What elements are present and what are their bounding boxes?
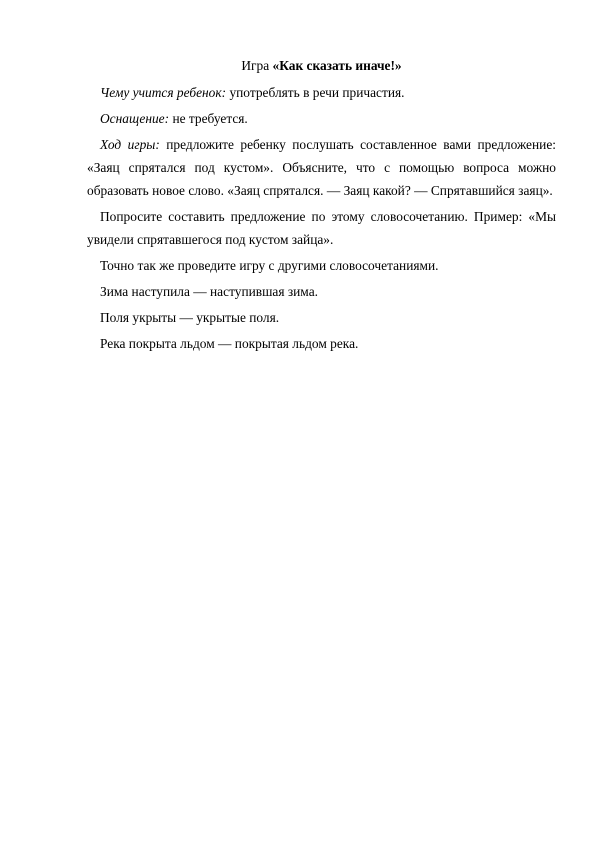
paragraph-example-river — [87, 332, 556, 355]
title-prefix: Игра — [241, 58, 273, 73]
paragraph-label: Чему учится ребенок: — [100, 85, 227, 100]
paragraph-example-fields — [87, 306, 556, 329]
paragraph-text: употреблять в речи причастия. — [226, 85, 405, 100]
document-title — [87, 54, 556, 78]
title-game-name: «Как сказать иначе!» — [272, 58, 402, 73]
paragraph-equipment — [87, 107, 556, 130]
document-body — [87, 54, 556, 355]
paragraph-game-procedure — [87, 133, 556, 202]
paragraph-text: Попросите составить предложение по этому словосочетанию. Пример: «Мы увидели спрятавшегося под кустом зайца». — [87, 209, 556, 247]
paragraph-text: Точно так же проведите игру с другими словосочетаниями. — [100, 258, 439, 273]
paragraph-text: Поля укрыты — укрытые поля. — [100, 310, 280, 325]
paragraph-text: не требуется. — [169, 111, 248, 126]
paragraph-example-winter — [87, 280, 556, 303]
paragraph-text: Река покрыта льдом — покрытая льдом река. — [100, 336, 359, 351]
paragraph-learning-goal — [87, 81, 556, 104]
paragraph-repeat-instruction — [87, 254, 556, 277]
paragraph-label: Оснащение: — [100, 111, 170, 126]
paragraph-label: Ход игры: — [100, 137, 160, 152]
paragraph-example-request — [87, 205, 556, 251]
paragraph-text: Зима наступила — наступившая зима. — [100, 284, 318, 299]
paragraph-text: предложите ребенку послушать составленное вами предложение: «Заяц спрятался под кустом». Объясните, что с помощью вопроса можно образовать новое слово. «Заяц спрятался. — Заяц какой? — Спрятавшийся заяц». — [87, 137, 556, 198]
